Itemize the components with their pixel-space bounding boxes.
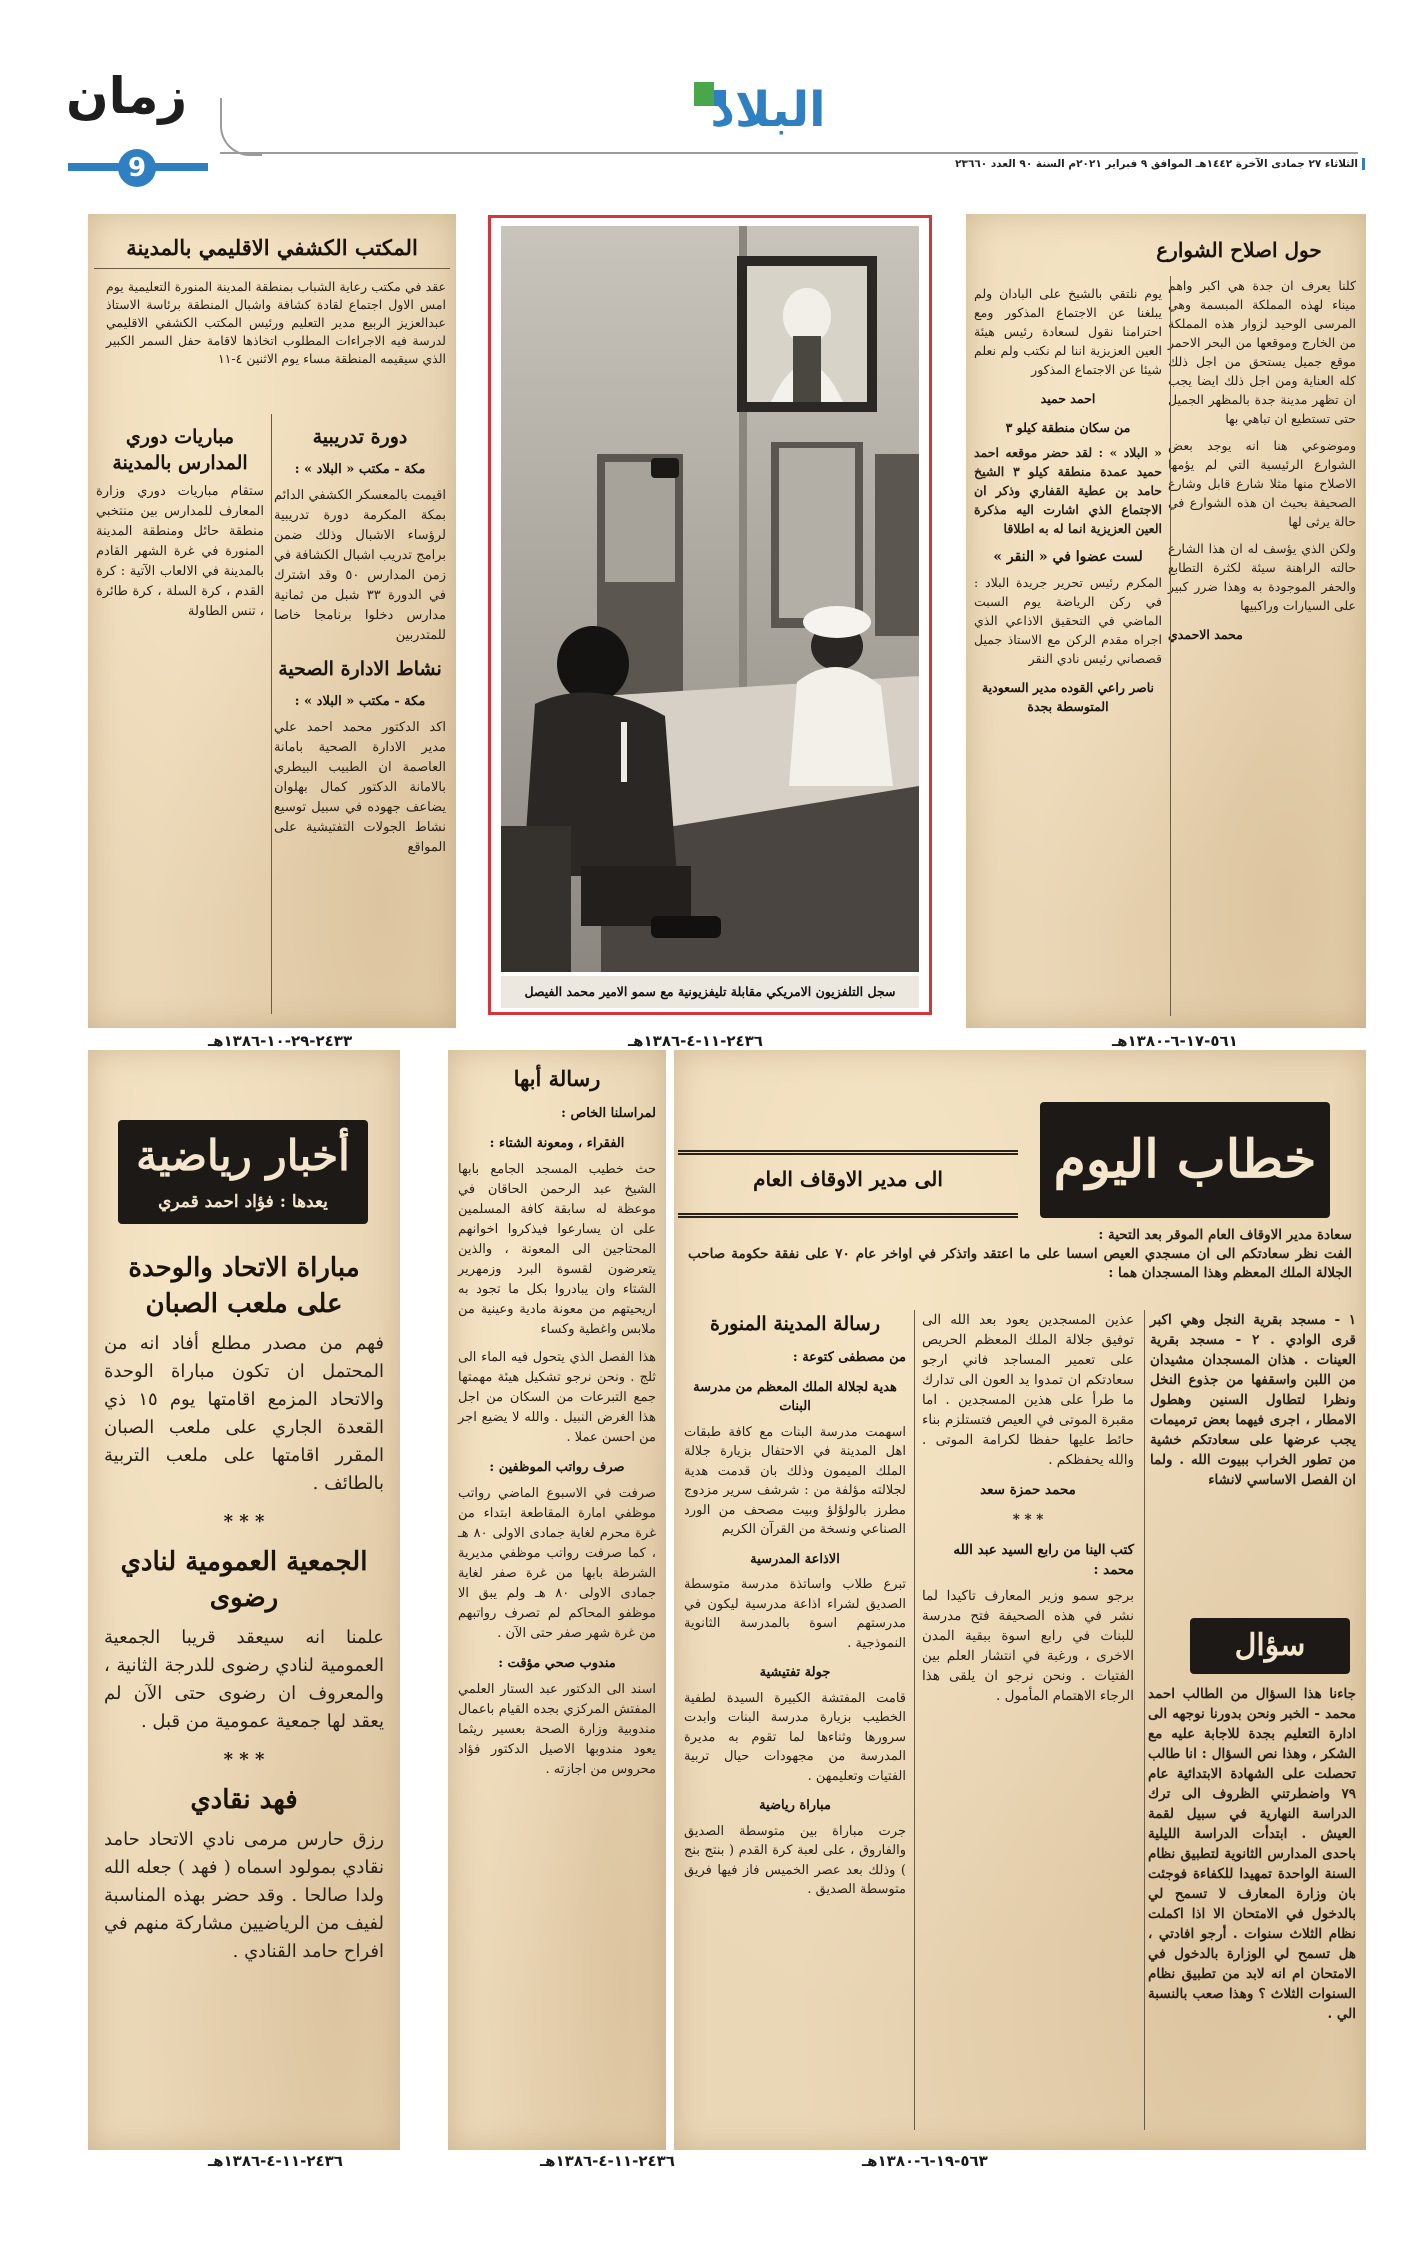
street-repair-column [1168, 276, 1356, 1016]
heading-school-league: مباريات دوري المدارس بالمدينة [112, 426, 248, 474]
sports-head-2: الجمعية العمومية لنادي رضوى [120, 1547, 368, 1613]
madinah-column [684, 1310, 906, 2130]
abha-head-3: مندوب صحي مؤقت : [498, 1656, 616, 1671]
today-archive-number: ٥٦٣-١٩-٦-١٣٨٠هـ [862, 2152, 988, 2170]
abha-byline: لمراسلنا الخاص : [561, 1106, 656, 1121]
letter-heading: لست عضوا في « النقر » [993, 549, 1143, 565]
clipping-abha-letter [448, 1050, 666, 2150]
sports-head-1: مباراة الاتحاد والوحدة على ملعب الصبان [128, 1253, 360, 1319]
column-divider-b [914, 1310, 915, 2130]
today-text-b: عذين المسجدين يعود بعد الله الى توفيق جلالة الملك المعظم الحريص على تعمير المساجد فاني ارجو سعادتكم ان تمدوا يد العون الى تدارك ما طرأ على هذين المسجدين . اما مقبرة الموتى في العيص فتستلزم بناء حائط عليها حفظا لكرامة الموتى . والله يحفظكم . [922, 1312, 1134, 1468]
replies-column [974, 284, 1162, 1016]
madinah-title: رسالة المدينة المنورة [709, 1313, 881, 1335]
sign-text: برجو سمو وزير المعارف تاكيدا لما نشر في هذه الصحيفة فتح مدرسة للبنات في رابع اسوة ببقية المدن الاخرى ، ورغبة في انتشار العلم بين الفتيات . ونحن نرجو ان يلقى هذا الرجاء الاهتمام المأمول . [922, 1588, 1134, 1704]
masthead-logo [690, 76, 830, 150]
photo-archive-number: ٢٤٣٦-١١-٤-١٣٨٦هـ [628, 1032, 763, 1050]
clipping-scout-office [88, 214, 456, 1028]
clipping-column-left [96, 414, 264, 1014]
photo-caption: سجل التلفزيون الامريكي مقابلة تليفزيونية مع سمو الامير محمد الفيصل [501, 976, 919, 1008]
abha-column [458, 1064, 656, 2140]
clipping-sports-news [88, 1050, 400, 2150]
dateline-makkah-2: مكة - مكتب « البلاد » : [294, 694, 426, 709]
column-divider [1170, 276, 1171, 1016]
column-divider [271, 414, 272, 1014]
abha-text-2: صرفت في الاسبوع الماضي رواتب موظفي امارة المقاطعة ابتداء من غرة محرم لغاية جمادى الاولى ٨٠ هـ ، كما صرفت رواتب موظفي مديرية الشرطة بابها من غرة صفر لغاية جمادى الاولى ٨٠ هـ ولم يبق الا موظفو المحاكم لم تصرف رواتبهم من غرة شهر صفر حتى الآن . [458, 1486, 657, 1641]
abha-text-1: حث خطيب المسجد الجامع بابها الشيخ عبد الرحمن الحاقان في موعظة له سابقة كافة المسلمين على ان يسارعوا فيذكروا اخوانهم المحتاجين الى المعونة ، والذين يتعرضون لقسوة البرد وزمهرير الشتاء وان يبادروا بكل ما تجود به اريحيتهم من معونة مادية وعينية من ملابس واغطية وكساء [458, 1162, 656, 1337]
madinah-head-1: هدية لجلالة الملك المعظم من مدرسة البنات [693, 1379, 897, 1414]
question-banner [1190, 1618, 1350, 1674]
today-stars: * * * [1012, 1512, 1044, 1528]
street-repair-p3: ولكن الذي يؤسف له ان هذا الشارع حالته الراهنة سيئة لكثرة التطابع والحفر الموجودة به وهذا ضرر كبير على السيارات وراكبيها [1168, 541, 1356, 613]
text-training-course: اقيمت بالمعسكر الكشفي الدائم بمكة المكرمة دورة تدريبية لرؤساء الاشبال وذلك ضمن برامج تدريب اشبال الكشافة في زمن المدارس ٥٠ وقد اشترك في الدورة ٣٣ شبل من ثمانية مدارس دخلوا برنامجا خاصا للمتدربين [274, 488, 446, 643]
letter-text: المكرم رئيس تحرير جريدة البلاد : في ركن الرياضة يوم السبت الماضي في التحقيق الاذاعي الذي اجراه مقدم الركن مع الاستاذ جميل قصصاني رئيس نادي النقر [974, 575, 1162, 666]
reply-signature-1: احمد حميد [1040, 391, 1096, 406]
text-school-league: ستقام مباريات دوري وزارة المعارف للمدارس بين منتخبي منطقة حائل ومنطقة المدينة المنورة في غرة الشهر القادم بالمدينة في الالعاب الآتية : كرة القدم ، كرة السلة ، كرة طائرة ، تنس الطاولة [96, 484, 264, 619]
letter-signature: ناصر راعي القوده مدير السعودية المتوسطة بجدة [981, 680, 1155, 714]
clipping-title: المكتب الكشفي الاقليمي بالمدينة [94, 234, 450, 269]
sports-banner [118, 1120, 368, 1224]
photo-illustration [501, 226, 919, 972]
photo [501, 226, 919, 972]
street-repair-signature: محمد الاحمدي [1168, 627, 1243, 642]
logo-text: البلاد [710, 82, 826, 138]
street-archive-number: ٥٦١-١٧-٦-١٣٨٠هـ [1112, 1032, 1238, 1050]
section-title: زمان [66, 67, 188, 125]
heading-health-admin: نشاط الادارة الصحية [278, 658, 442, 680]
street-repair-title: حول اصلاح الشوارع [1156, 238, 1322, 262]
dateline: الثلاثاء ٢٧ جمادى الآخرة ١٤٤٢هـ الموافق ٩ فبراير ٢٠٢١م السنة ٩٠ العدد ٢٣٦٦٠ [1000, 158, 1365, 170]
sports-head-3: فهد نقادي [190, 1785, 298, 1815]
reply-heading-2: من سكان منطقة كيلو ٣ [1005, 420, 1131, 435]
dateline-makkah: مكة - مكتب « البلاد » : [294, 462, 426, 477]
today-headline: الى مدير الاوقاف العام [753, 1167, 943, 1191]
abha-head-1: الفقراء ، ومعونة الشتاء : [489, 1136, 625, 1151]
madinah-head-3: جولة تفتيشية [759, 1665, 831, 1680]
today-salutation-block [688, 1226, 1352, 1304]
sports-text-1: فهم من مصدر مطلع أفاد انه من المحتمل ان تكون مباراة الوحدة والاتحاد المزمع اقامتها يوم ١٥ ذي القعدة الجاري على ملعب الصبان المقرر اقامتها على ملعب التربية بالطائف . [104, 1333, 384, 1494]
today-text-b-sign: محمد حمزة سعد [980, 1482, 1076, 1498]
sports-banner-byline: يعدها : فؤاد احمد قمري [158, 1192, 328, 1212]
heading-training-course: دورة تدريبية [312, 426, 408, 448]
clipping-today-letter [674, 1050, 1366, 2150]
portrait-frame [737, 256, 877, 412]
madinah-head-4: مباراة رياضية [759, 1798, 831, 1813]
abha-text-1b: هذا الفصل الذي يتحول فيه الماء الى ثلج . ونحن نرجو تشكيل هيئة مهمتها جمع التبرعات من السكان من اجل هذا الغرض النبيل . والله لا يضيع اجر من احسن عملا . [458, 1350, 656, 1445]
madinah-byline: من مصطفى كتوعة : [792, 1350, 906, 1365]
madinah-text-2: تبرع طلاب واساتذة مدرسة متوسطة الصديق لشراء اذاعة مدرسية ليكون في مدرستهم اسوة بالمدرسة الثانوية النموذجية . [684, 1577, 906, 1651]
abha-head-2: صرف رواتب الموظفين : [489, 1460, 625, 1475]
today-salutation: سعادة مدير الاوقاف العام الموقر بعد التحية : [1098, 1227, 1352, 1243]
page-number-badge: 9 [118, 149, 156, 187]
reply-text-2: « البلاد » : لقد حضر موقعه احمد حميد عمدة منطقة كيلو ٣ الشيخ حامد بن عطية القفاري وذكر ان الاجتماع الذي اشارت اليه مذكرة العين العزيزية انما له به اطلاقا [974, 445, 1162, 536]
today-banner [1040, 1102, 1330, 1218]
madinah-head-2: الاذاعة المدرسية [750, 1551, 840, 1567]
abha-archive-number: ٢٤٣٦-١١-٤-١٣٨٦هـ [540, 2152, 675, 2170]
sports-stars-1: * * * [223, 1511, 265, 1532]
question-box [1148, 1618, 1356, 2138]
today-column-b [922, 1310, 1134, 2130]
question-text: جاءنا هذا السؤال من الطالب احمد محمد - الخبر ونحن بدورنا نوجهه الى ادارة التعليم بجدة للاجابة عليه مع الشكر ، وهذا نص السؤال : انا طالب تحصلت على الشهادة الابتدائية عام ٧٩ واضطرتني الظروف الى ترك الدراسة النهارية في سبيل لقمة العيش . ابتدأت الدراسة الليلية باحدى المدارس الثانوية لتطبيق نظام السنة الواحدة تمهيدا للكفاءة فوجئت بان وزارة المعارف لا تسمح لي بالدخول في الامتحان الا اذا اكملت نظام الثلاث سنوات . أرجو افادتي ، هل تسمح لي الوزارة بالدخول في الامتحان ام انه لابد من تطبيق نظام السنوات الثلاث ؟ وهذا صعب بالنسبة الي . [1148, 1686, 1356, 2022]
madinah-text-4: جرت مباراة بين متوسطة الصديق والفاروق ، على لعبة كرة القدم ( بنتج بنج ) وذلك بعد عصر الخميس فاز فيها فريق متوسطة الصديق . [684, 1823, 906, 1897]
question-banner-title: سؤال [1234, 1628, 1306, 1663]
clipping-archive-number: ٢٤٣٣-٢٩-١٠-١٣٨٦هـ [208, 1032, 353, 1050]
madinah-text-3: قامت المفتشة الكبيرة السيدة لطفية الخطيب بزيارة مدرسة البنات وابدت سرورها وثناءها لما تقوم به مديرة المدرسة من مجهودات حيال تربية الفتيات وتعليمهن . [684, 1690, 906, 1784]
header-rule [220, 152, 1358, 154]
clipping-column-right [274, 414, 446, 1014]
sign-head: كتب الينا من رابع السيد عبد الله محمد : [953, 1542, 1134, 1578]
street-repair-p2: وموضوعي هنا انه يوجد بعض الشوارع الرئيسية التي لم يؤمها الاصلاح منها مثلا شارع قابل وشارع الصحيفة بحيث ان هذه الشوارع في حالة يرثى لها [1168, 438, 1356, 529]
madinah-text-1: اسهمت مدرسة البنات مع كافة طبقات اهل المدينة في الاحتفال بزيارة جلالة الملك الميمون وذلك بان قدمت هدية لجلالته مؤلفة من : شرشف سرير مزدوج مطرز بالولؤلؤ وبيت مصحف من الورد الصناعي ونسخة من القرآن الكريم [684, 1424, 906, 1537]
sports-column [104, 1250, 384, 2130]
column-divider-a [1144, 1310, 1145, 2130]
abha-title: رسالة أبها [513, 1066, 601, 1091]
clipping-intro: عقد في مكتب رعاية الشباب بمنطقة المدينة المنورة التعليمية يوم امس الاول اجتماع لقادة كشافة واشبال المنطقة برئاسة الاستاذ عبدالعزيز الربيع مدير التعليم ورئيس المكتب الكشفي الاقليمي لدرسة فيه الاجراءات المطلوب اتخاذها لاقامة حفل السمر الكبير الذي سيقيمه المنطقة مساء يوم الاثنين ٤-١١ [106, 279, 446, 366]
sports-banner-title: أخبار رياضية [136, 1131, 350, 1180]
reply-text-1: يوم نلتقي بالشيخ على البادان ولم يبلغنا عن الاجتماع المذكور ومع احترامنا نقول لسعادة رئيس هيئة العين العزيزية اننا لم نكتب ولم نعلم شيئا عن الاجتماع المذكور [974, 286, 1162, 377]
today-lead: الفت نظر سعادتكم الى ان مسجدي العيص اسسا على ما اعتقد واتذكر في اواخر عام ٧٠ على نفقة حكومة صاحب الجلالة الملك المعظم وهذا المسجدان هما : [688, 1246, 1352, 1281]
text-health-admin: اكد الدكتور محمد احمد علي مدير الادارة الصحية بامانة العاصمة ان الطبيب البيطري بالامانة الدكتور كمال بهلوان يضاعف جهوده في سبيل توسيع نشاط الجولات التفتيشية على المواقع [274, 720, 446, 855]
header-rule-curve [220, 98, 262, 156]
sports-stars-2: * * * [223, 1749, 265, 1770]
today-banner-title: خطاب اليوم [1053, 1129, 1317, 1190]
clipping-street-repair [966, 214, 1366, 1028]
sports-archive-number: ٢٤٣٦-١١-٤-١٣٨٦هـ [208, 2152, 343, 2170]
today-headline-rule [678, 1150, 1018, 1218]
abha-text-3: اسند الى الدكتور عبد الستار العلمي المفتش المركزي بجده القيام باعمال مندوبية وزارة الصحة بعسير ريثما يعود مندوبها الاصيل الدكتور فؤاد محروس من اجازته . [458, 1682, 656, 1777]
street-repair-p1: كلنا يعرف ان جدة هي اكبر واهم ميناء لهذه المملكة المبسمة وهي المرسى الوحيد لزوار هذه المملكة من الخارج وموقعها من البحر الاحمر موقع جميل يستحق من اجل ذلك كله العناية ومن اجل ذلك ايضا يجب ان تظهر مدينة جدة بالمظهر الجميل حتى تستطيع ان تباهي بها [1168, 278, 1356, 426]
sports-text-3: رزق حارس مرمى نادي الاتحاد حامد نقادي بمولود اسماه ( فهد ) جعله الله ولدا صالحا . وقد حضر بهذه المناسبة لفيف من الرياضيين مشاركة منهم في افراح حامد القنادي . [104, 1829, 384, 1962]
sports-text-2: علمنا انه سيعقد قريبا الجمعية العمومية لنادي رضوى للدرجة الثانية ، والمعروف ان رضوى حتى الآن لم يعقد لها جمعية عمومية من قبل . [104, 1627, 384, 1732]
photo-clipping-frame [488, 215, 932, 1015]
today-column-a: ١ - مسجد بقرية النجل وهي اكبر قرى الوادي . ٢ - مسجد بقرية العينات . هذان المسجدان مشيدان من اللبن واسقفها من جذوع النخل ونظرا لتطاول السنين وهطول الامطار ، اجرى فيهما بعض ترميمات يجب عرضها على سعادتكم خشية من تطور الخراب ببيوت الله . ولما ان الفصل الاساسي لانشاء [1150, 1312, 1357, 1488]
